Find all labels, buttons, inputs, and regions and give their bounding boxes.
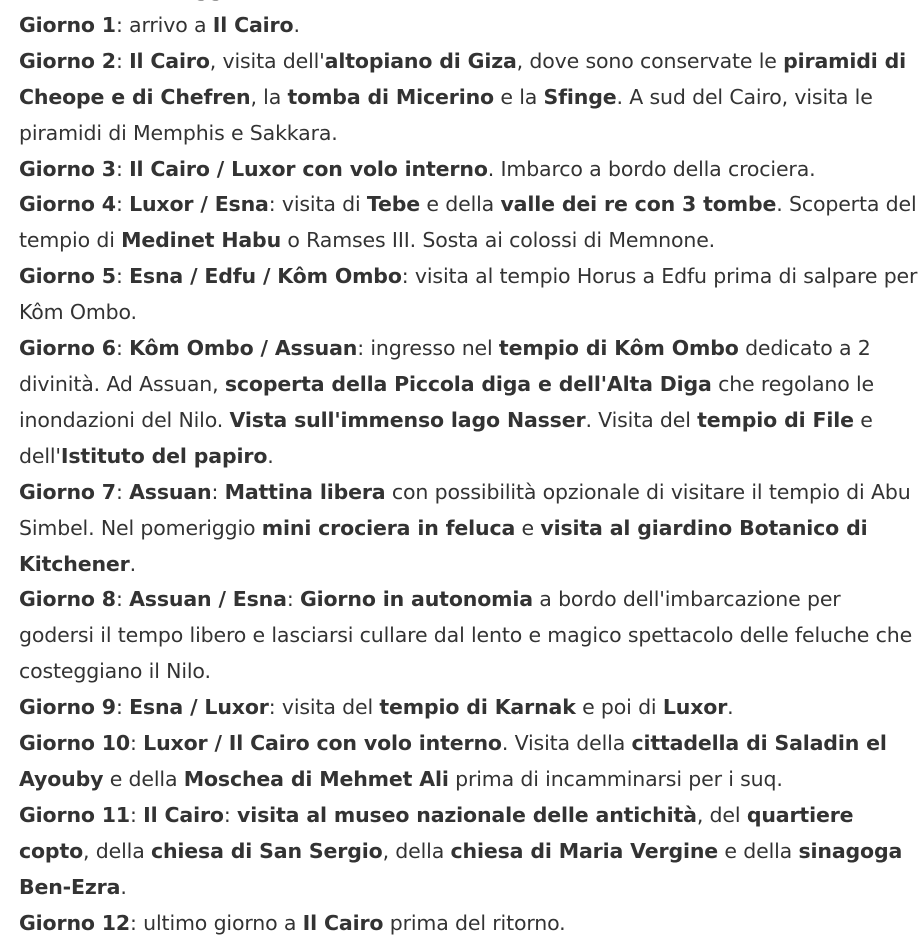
bold-text: scoperta della Piccola diga e dell'Alta Diga [224,371,712,396]
bold-text: Il Cairo / Luxor con volo interno [129,156,488,181]
bold-text: Medinet Habu [121,228,282,253]
body-text: . Visita della [501,731,632,756]
bold-text: Giorno in autonomia [299,587,533,612]
body-text: e poi di [575,695,663,720]
body-text: : ingresso nel [357,336,499,361]
body-text: : [115,192,130,217]
bold-text: Il Cairo [212,12,294,37]
bold-text: cittadella di Saladin el Ayouby [19,731,887,791]
body-text: con possibilità opzionale di visitare il tempio di Abu Simbel. Nel pomeriggio [19,479,911,540]
itinerary-heading-partial [19,0,919,8]
bold-text: Giorno 1 [19,12,116,37]
bold-text: Vista sull'immenso lago Nasser [229,407,586,432]
bold-text: Giorno 4 [19,192,116,217]
bold-text: sinagoga Ben-Ezra [19,838,903,899]
bold-text: Kôm Ombo / Assuan [129,336,358,361]
bold-text: Giorno 5 [19,264,116,289]
day-entry-7 [19,475,919,583]
bold-text: Giorno 11 [19,802,131,827]
bold-text: Giorno 7 [19,479,116,504]
bold-text: Luxor [662,695,728,720]
body-text: , della [382,838,451,863]
day-entry-1 [19,8,919,44]
bold-text: tomba di Micerino [287,84,494,109]
body-text: . Scoperta del tempio di [19,192,917,253]
bold-text: tempio di File [697,407,854,432]
body-text: e dell' [19,407,873,468]
body-text: : [286,587,300,612]
bold-text: quartiere copto [19,802,854,863]
body-text: o Ramses III. Sosta ai colossi di Memnone. [281,228,716,253]
body-text: . [727,695,734,720]
body-text: : [115,156,130,181]
day-entry-5 [19,259,919,331]
body-text: , la [250,84,288,109]
body-text: : [211,479,225,504]
body-text: : ultimo giorno a [130,910,303,935]
day-entry-10 [19,726,919,798]
body-text: : [115,336,130,361]
day-entry-11 [19,798,919,906]
bold-text: Assuan / Esna [129,587,287,612]
bold-text: Assuan [129,479,212,504]
bold-text: Giorno 6 [19,336,116,361]
bold-text: Moschea di Mehmet Ali [183,766,449,791]
bold-text: valle dei re con 3 tombe [500,192,777,217]
body-text: , della [83,838,151,863]
bold-text: Sfinge [543,84,617,109]
body-text: : [115,587,130,612]
bold-text: visita al giardino Botanico di Kitchener [19,515,868,576]
bold-text: chiesa di San Sergio [150,838,383,863]
body-text: , dove sono conservate le [516,48,784,73]
body-text: . [293,12,300,37]
bold-text: Giorno 9 [19,695,116,720]
day-entry-6 [19,331,919,475]
body-text: : [115,264,130,289]
body-text: prima di incamminarsi per i suq. [448,766,783,791]
body-text: , del [696,802,747,827]
body-text: : visita di [268,192,367,217]
day-entry-3 [19,152,919,188]
bold-text: Giorno 12 [19,910,131,935]
body-text: : [115,48,130,73]
body-text: : [115,695,130,720]
bold-text: mini crociera in feluca [261,515,516,540]
body-text: prima del ritorno. [383,910,566,935]
body-text: e della [718,838,799,863]
body-text: : arrivo a [115,12,213,37]
bold-text: Esna / Edfu / Kôm Ombo [129,264,402,289]
body-text: . Imbarco a bordo della crociera. [487,156,816,181]
day-entry-12 [19,906,919,941]
bold-text: Giorno 2 [19,48,116,73]
bold-text: Il Cairo [302,910,384,935]
body-text: e della [103,766,184,791]
bold-text: Giorno 3 [19,156,116,181]
body-text: che regolano le inondazioni del Nilo. [19,371,874,432]
body-text: . [267,443,274,468]
bold-text: piramidi di Cheope e di Chefren [19,48,907,109]
body-text: : visita al tempio Horus a Edfu prima di salpare per Kôm Ombo. [19,264,918,325]
body-text: : [130,731,144,756]
body-text: a bordo dell'imbarcazione per godersi il tempo libero e lasciarsi cullare dal lento e magico spettacolo delle feluche che costeggiano il Nilo. [19,587,913,684]
bold-text: Luxor / Il Cairo con volo interno [143,731,502,756]
bold-text: chiesa di Maria Vergine [450,838,719,863]
bold-text: Istituto del papiro [60,443,268,468]
day-entry-2 [19,44,919,152]
day-entry-9 [19,690,919,726]
body-text: . Visita del [585,407,698,432]
body-text: : visita del [268,695,380,720]
body-text: e della [420,192,501,217]
bold-text: Tebe [366,192,421,217]
bold-text: Giorno 8 [19,587,116,612]
bold-text: altopiano di Giza [324,48,517,73]
bold-text: Il Cairo [129,48,210,73]
body-text: : [223,802,237,827]
bold-text: Mattina libera [224,479,386,504]
bold-text: tempio di Kôm Ombo [498,336,739,361]
day-entry-8 [19,582,919,690]
bold-text: Esna / Luxor [129,695,269,720]
body-text: . [129,551,136,576]
bold-text: tempio di Karnak [379,695,576,720]
body-text: dedicato a 2 divinità. Ad Assuan, [19,336,871,396]
body-text: : [115,479,130,504]
bold-text: visita al museo nazionale delle antichità [237,802,697,827]
day-entry-4 [19,187,919,259]
body-text: e [515,515,541,540]
bold-text: Giorno 10 [19,731,131,756]
bold-text [19,0,245,1]
body-text: e la [494,84,544,109]
body-text: . [120,874,127,899]
bold-text: Il Cairo [143,802,224,827]
bold-text: Luxor / Esna [129,192,269,217]
itinerary-days [19,8,919,941]
body-text: , visita dell' [209,48,325,73]
itinerary-document [19,0,919,941]
body-text: : [130,802,144,827]
body-text: . A sud del Cairo, visita le piramidi di Memphis e Sakkara. [19,84,873,145]
